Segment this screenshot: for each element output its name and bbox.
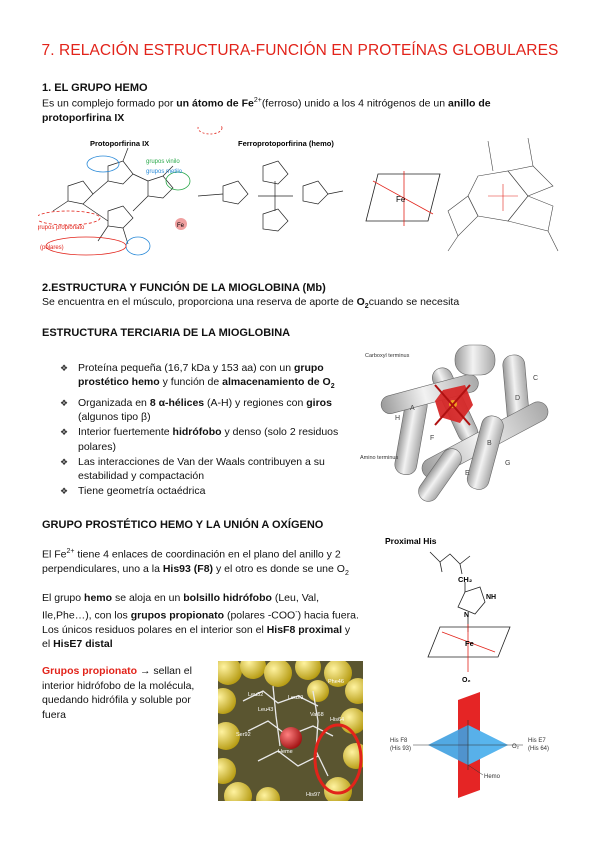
label-heme: Heme xyxy=(278,749,293,755)
octahedral-svg xyxy=(388,690,568,800)
text: cuando se necesita xyxy=(368,296,460,308)
page-title: 7. RELACIÓN ESTRUCTURA-FUNCIÓN EN PROTEÍNAS GLOBULARES xyxy=(41,42,559,59)
hemo-structure-svg xyxy=(38,126,568,266)
list-item xyxy=(60,484,350,498)
heading-estructura-terciaria: ESTRUCTURA TERCIARIA DE LA MIOGLOBINA xyxy=(42,327,291,339)
label-leu32: Leu32 xyxy=(248,692,264,698)
text: Proteína pequeña (16,7 kDa y 153 aa) con un xyxy=(78,362,294,374)
hemo-description xyxy=(42,94,562,126)
text-bold: hemo xyxy=(84,592,113,604)
text: (polares -COO xyxy=(224,609,296,621)
text: → sellan el interior hidrófobo de la molécula, quedando hidrófila y soluble por fuera xyxy=(42,665,195,721)
text: Tiene geometría octaédrica xyxy=(78,485,206,498)
text: tiene 4 enlaces de coordinación en el plano del anillo y 2 perpendiculares, uno a la xyxy=(42,548,341,575)
ferroprotoporfirina-rings xyxy=(198,161,343,231)
helix-f: F xyxy=(430,435,435,442)
superscript: - xyxy=(295,608,298,616)
text-bold: bolsillo hidrófobo xyxy=(183,592,272,604)
label-his-f8: His F8 xyxy=(390,738,408,744)
text-bold: anillo de protoporfirina IX xyxy=(42,97,491,124)
heme-skeletal xyxy=(448,138,558,251)
text-bold: 8 α-hélices xyxy=(149,396,205,409)
bolsillo-text xyxy=(42,591,360,652)
label-ser92: Ser92 xyxy=(236,732,251,738)
label-his64: His64 xyxy=(330,717,345,723)
mioglobina-svg xyxy=(355,335,570,510)
text-bold: un átomo de Fe xyxy=(176,97,254,110)
list-item xyxy=(60,455,350,484)
label-protoporfirina: Protoporfirina IX xyxy=(90,139,150,148)
text: (ferroso) unido a los 4 nitrógenos de un xyxy=(261,97,449,110)
label-his97: His97 xyxy=(306,792,321,798)
superscript: 2+ xyxy=(253,97,262,104)
label-fe: Fe xyxy=(465,639,474,648)
fe-plane-label: Fe xyxy=(396,195,406,204)
text: y el otro es donde se une O xyxy=(213,563,345,575)
text: Organizada en xyxy=(78,396,150,409)
helix-g: G xyxy=(505,460,511,467)
label-o2-octa: O₂ xyxy=(512,744,519,750)
helix-c: C xyxy=(533,375,539,382)
label-amino: Amino terminus xyxy=(360,455,399,461)
text: (algunos tipo β) xyxy=(78,410,151,423)
text-bold: giros xyxy=(306,396,332,409)
mioglobina-figure xyxy=(355,335,570,510)
text-bold: O xyxy=(356,296,365,308)
text: y denso (solo 2 residuos polares) xyxy=(78,426,339,453)
label-ferroprotoporfirina: Ferroprotoporfirina (hemo) xyxy=(238,139,334,148)
label-hemo: Hemo xyxy=(484,774,501,780)
his-chain xyxy=(430,552,485,632)
label-his-64: (His 64) xyxy=(528,746,550,752)
helices xyxy=(379,345,551,505)
superscript: 2+ xyxy=(66,548,75,555)
fe-dot-label: Fe xyxy=(177,223,185,229)
label-his-e7: His E7 xyxy=(528,738,546,744)
text-bold: almacenamiento de O xyxy=(222,376,331,389)
pocket-svg xyxy=(218,661,363,801)
heading-mioglobina: 2.ESTRUCTURA Y FUNCIÓN DE LA MIOGLOBINA (Mb) xyxy=(42,282,326,294)
label-his-93: (His 93) xyxy=(390,746,412,752)
label-o2: O₂ xyxy=(462,677,471,682)
label-carboxyl: Carboxyl terminus xyxy=(365,353,410,359)
helix-b: B xyxy=(487,440,492,447)
subscript: 2 xyxy=(364,303,369,311)
text: (Leu, Val, Ile,Phe…), con los xyxy=(42,592,320,621)
label-val68: Val68 xyxy=(310,712,324,718)
text: ) hacia fuera. Los únicos residuos polares en el interior son el xyxy=(42,609,359,636)
helix-e: E xyxy=(465,470,470,477)
label-polares: (polares) xyxy=(40,245,64,251)
octahedral-figure xyxy=(388,690,568,800)
list-item xyxy=(60,396,350,425)
label-vinilo: grupos vinilo xyxy=(146,159,180,165)
helix-h: H xyxy=(395,415,401,422)
text: Las interacciones de Van der Waals contribuyen a su estabilidad y compactación xyxy=(78,455,325,483)
pocket-image xyxy=(218,661,363,801)
label-metilo: grupos metilo xyxy=(146,169,183,175)
list-item xyxy=(60,425,350,454)
label-propionato: grupos propionato xyxy=(38,225,85,231)
heading-grupo-hemo: 1. EL GRUPO HEMO xyxy=(42,82,148,94)
proximal-his-figure xyxy=(380,532,555,682)
text-bold: HisE7 distal xyxy=(53,638,113,650)
text-bold: hidrófobo xyxy=(172,426,222,439)
text: Es un complejo formado por xyxy=(42,97,177,110)
text: El grupo xyxy=(42,592,85,604)
propionato-text xyxy=(42,664,210,722)
text-bold: grupo prostético hemo xyxy=(78,362,324,389)
proximal-his-svg xyxy=(380,532,555,682)
fe-plane-proximal xyxy=(428,624,510,672)
text: (A-H) y regiones con xyxy=(204,396,307,409)
heme-iron-ball xyxy=(280,727,302,749)
label-phe46: Phe46 xyxy=(328,679,344,685)
list-item xyxy=(60,361,350,395)
top-circle xyxy=(198,126,222,134)
text-bold: grupos propionato xyxy=(130,609,225,621)
hemo-structure-figure xyxy=(38,126,568,266)
terciaria-bullets xyxy=(60,361,350,500)
fe-plane-diagram xyxy=(366,171,440,226)
text-red-bold: Grupos propionato xyxy=(42,665,138,677)
helix-d: D xyxy=(515,395,521,402)
heading-grupo-prostetico: GRUPO PROSTÉTICO HEMO Y LA UNIÓN A OXÍGENO xyxy=(42,519,324,531)
subscript: 2 xyxy=(330,383,335,391)
propionato-circle-blue xyxy=(126,237,150,255)
mioglobina-description xyxy=(42,295,582,315)
text: y el xyxy=(42,623,351,650)
text: y función de xyxy=(159,376,223,389)
text-bold: His93 (F8) xyxy=(162,563,214,575)
label-n: N xyxy=(464,612,470,619)
propionato-circle-red2 xyxy=(38,211,100,225)
label-nh: NH xyxy=(486,594,497,601)
text: se aloja en un xyxy=(112,592,184,604)
fe-coordinacion-text xyxy=(42,545,362,582)
text: Se encuentra en el músculo, proporciona una reserva de aporte de xyxy=(42,296,357,308)
text: El Fe xyxy=(42,548,67,561)
text: Interior fuertemente xyxy=(78,426,173,439)
label-proximal-his: Proximal His xyxy=(385,536,437,546)
text-bold: HisF8 proximal xyxy=(266,623,342,636)
helix-a: A xyxy=(410,405,415,412)
label-leu43: Leu43 xyxy=(258,707,274,713)
label-ch2: CH₂ xyxy=(458,575,473,584)
subscript: 2 xyxy=(344,570,349,578)
label-leu29: Leu29 xyxy=(288,695,304,701)
